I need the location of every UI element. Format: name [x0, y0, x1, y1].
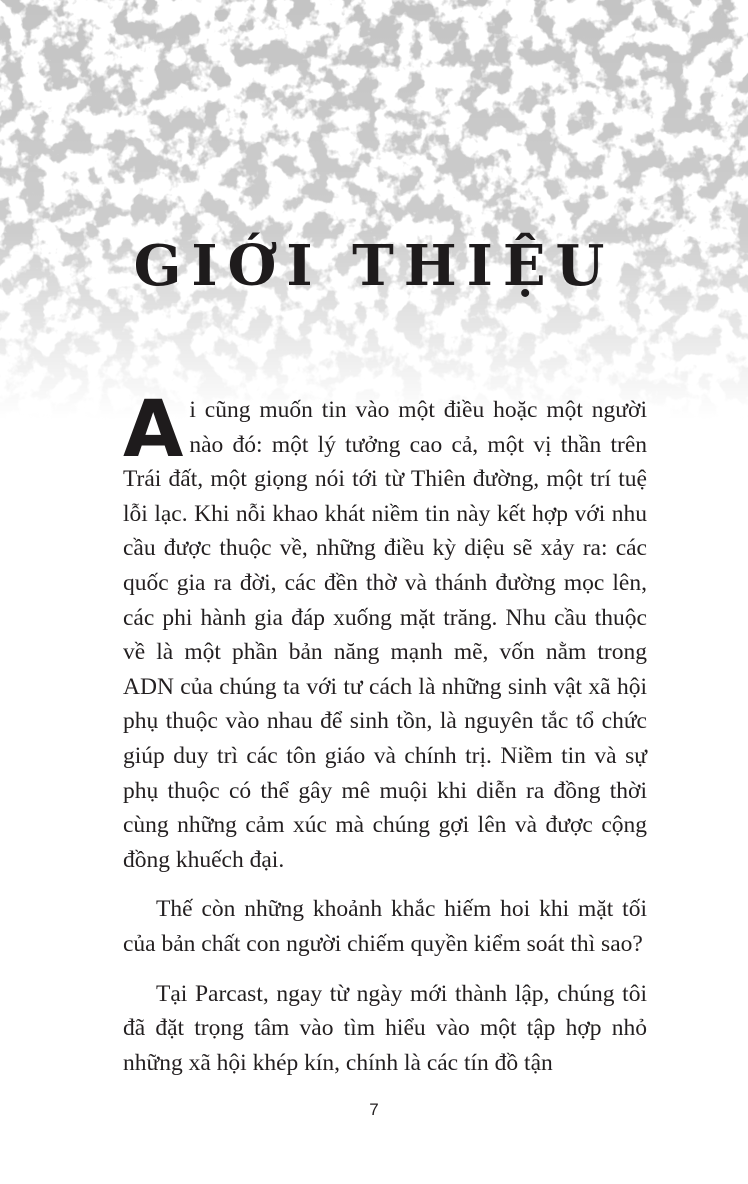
paragraph-1-text: i cũng muốn tin vào một điều hoặc một người nào đó: một lý tưởng cao cả, một vị thần trên Trái đất, một giọng nói tới từ Thiên đường, một trí tuệ lỗi lạc. Khi nỗi khao khát niềm tin này kết hợp với nhu cầu được thuộc về, những điều kỳ diệu sẽ xảy ra: các quốc gia ra đời, các đền thờ và thánh đường mọc lên, các phi hành gia đáp xuống mặt trăng. Nhu cầu thuộc về là một phần bản năng mạnh mẽ, vốn nằm trong ADN của chúng ta với tư cách là những sinh vật xã hội phụ thuộc vào nhau để sinh tồn, là nguyên tắc tổ chức giúp duy trì các tôn giáo và chính trị. Niềm tin và sự phụ thuộc có thể gây mê muội khi diễn ra đồng thời cùng những cảm xúc mà chúng gợi lên và được cộng đồng khuếch đại. — [123, 397, 647, 873]
drop-cap: A — [123, 385, 184, 475]
chapter-title: GIỚI THIỆU — [133, 233, 615, 299]
paragraph-1 — [123, 385, 647, 877]
body-text — [123, 385, 647, 1095]
paragraph-3: Tại Parcast, ngay từ ngày mới thành lập, chúng tôi đã đặt trọng tâm vào tìm hiểu vào một tập hợp nhỏ những xã hội khép kín, chính là các tín đồ tận — [123, 980, 647, 1076]
page-number: 7 — [369, 1100, 379, 1119]
grunge-texture-background — [0, 0, 748, 420]
paragraph-2: Thế còn những khoảnh khắc hiếm hoi khi mặt tối của bản chất con người chiếm quyền kiểm soát thì sao? — [123, 896, 647, 957]
